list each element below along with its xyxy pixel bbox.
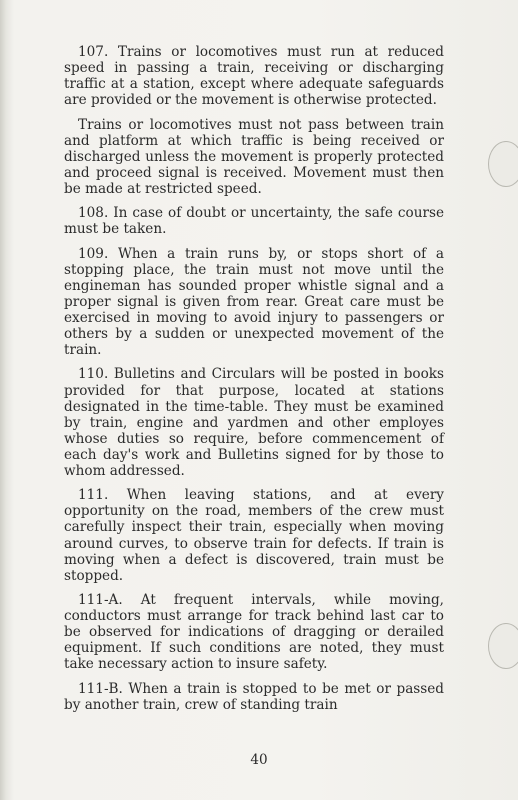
rule-107-text: 107. Trains or locomotives must run at reduced speed in passing a train, receiving or discharging traffic at a station, except where adequate safeguards are provided or the movement is otherwise protected. (64, 44, 444, 109)
punch-hole-bottom (488, 623, 518, 669)
rule-text-column (64, 44, 444, 721)
page-binding-edge (0, 0, 6, 800)
rule-110 (64, 366, 444, 479)
rule-108 (64, 205, 444, 237)
rule-107-continuation (64, 117, 444, 197)
rule-109-text: 109. When a train runs by, or stops short of a stopping place, the train must not move until the engineman has sounded proper whistle signal and a proper signal is given from rear. Great care must be exercised in moving to avoid injury to passengers or others by a sudden or unexpected movement of the train. (64, 245, 444, 359)
rule-111a-text: 111-A. At frequent intervals, while moving, conductors must arrange for track behind last car to be observed for indications of dragging or derailed equipment. If such conditions are noted, they must take necessary action to insure safety. (64, 592, 444, 673)
rule-111b (64, 681, 444, 713)
page-number: 40 (250, 752, 268, 768)
rule-107-continuation-text: Trains or locomotives must not pass between train and platform at which traffic is being received or discharged unless the movement is properly protected and proceed signal is received. Movement must then be made at restricted speed. (64, 116, 444, 197)
rule-110-text: 110. Bulletins and Circulars will be posted in books provided for that purpose, located at stations designated in the time-table. They must be examined by train, engine and yardmen and other employes whose duties so require, before commencement of each day's work and Bulletins signed for by those to whom addressed. (64, 366, 444, 479)
rule-111b-text: 111-B. When a train is stopped to be met or passed by another train, crew of standing train (64, 680, 444, 713)
rule-107 (64, 44, 444, 108)
rule-111a (64, 592, 444, 672)
rule-111 (64, 487, 444, 584)
rule-109 (64, 246, 444, 359)
rule-108-text: 108. In case of doubt or uncertainty, the safe course must be taken. (64, 205, 444, 238)
rule-111-text: 111. When leaving stations, and at every opportunity on the road, members of the crew must carefully inspect their train, especially when moving around curves, to observe train for defects. If train is moving when a defect is discovered, train must be stopped. (64, 487, 444, 584)
punch-hole-top (488, 141, 518, 187)
